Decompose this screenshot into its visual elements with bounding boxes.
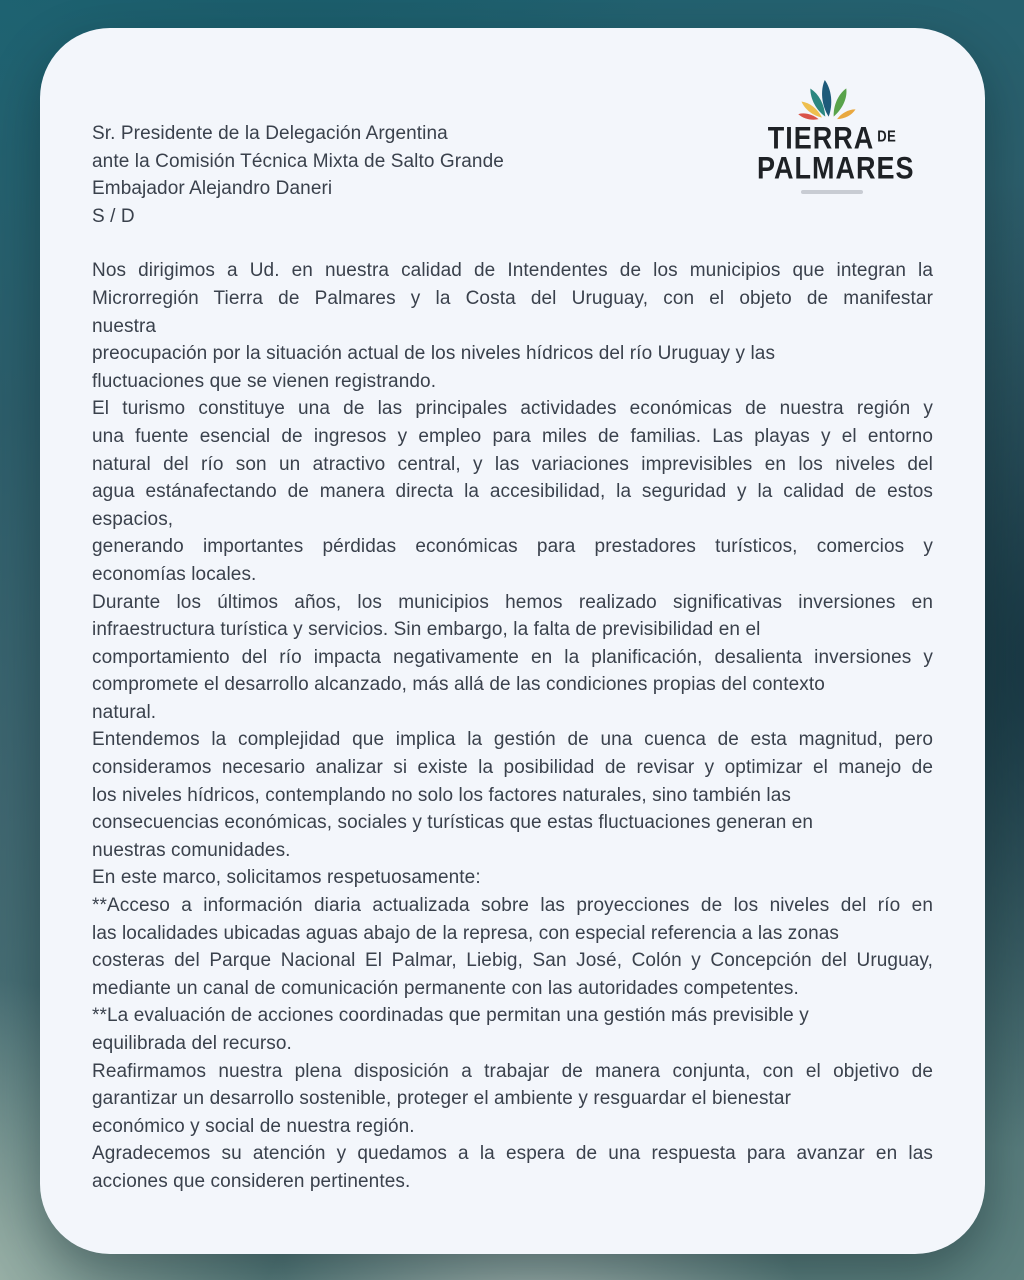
letter-line: fluctuaciones que se vienen registrando. bbox=[92, 370, 437, 392]
letter-line: consecuencias económicas, sociales y turísticas que estas fluctuaciones generan en bbox=[92, 812, 814, 834]
logo-word-de: DE bbox=[877, 127, 897, 146]
palm-leaves-icon bbox=[790, 58, 874, 120]
letter-line: economías locales. bbox=[92, 563, 257, 585]
recipient-line: Sr. Presidente de la Delegación Argentina bbox=[92, 123, 448, 144]
letter-line: El turismo constituye una de las principales actividades económicas de nuestra región y bbox=[92, 398, 933, 420]
letter-line: generando importantes pérdidas económicas para prestadores turísticos, comercios y bbox=[92, 536, 933, 558]
letter-line: nuestra bbox=[92, 315, 157, 337]
logo-tagline bbox=[801, 190, 863, 194]
recipient-line: Embajador Alejandro Daneri bbox=[92, 178, 333, 200]
letter-line: mediante un canal de comunicación permanente con las autoridades competentes. bbox=[92, 977, 799, 999]
letter-line: **La evaluación de acciones coordinadas que permitan una gestión más previsible y bbox=[92, 1005, 809, 1027]
letter-line: comportamiento del río impacta negativamente en la planificación, desalienta inversiones y bbox=[92, 646, 933, 668]
letter-line: Microrregión Tierra de Palmares y la Costa del Uruguay, con el objeto de manifestar bbox=[92, 287, 933, 309]
letter-line: infraestructura turística y servicios. Sin embargo, la falta de previsibilidad en el bbox=[92, 619, 761, 641]
letter-line: En este marco, solicitamos respetuosamente: bbox=[92, 867, 481, 889]
letter-line: compromete el desarrollo alcanzado, más allá de las condiciones propias del contexto bbox=[92, 674, 825, 696]
tierra-de-palmares-logo bbox=[757, 58, 915, 194]
logo-word-palmares: PALMARES bbox=[757, 150, 915, 186]
letter-line: espacios, bbox=[92, 508, 174, 530]
letter-line: equilibrada del recurso. bbox=[92, 1033, 292, 1054]
letter-line: preocupación por la situación actual de los niveles hídricos del río Uruguay y las bbox=[92, 343, 776, 365]
logo-title-line2 bbox=[757, 150, 915, 186]
letter-line: consideramos necesario analizar si existe la posibilidad de revisar y optimizar el manejo de bbox=[92, 757, 933, 779]
letter-card bbox=[40, 28, 985, 1254]
letter-line: **Acceso a información diaria actualizada sobre las proyecciones de los niveles del río en bbox=[92, 895, 933, 917]
letter-line: natural del río son un atractivo central, y las variaciones imprevisibles en los niveles del bbox=[92, 453, 933, 475]
letter-line: Nos dirigimos a Ud. en nuestra calidad de Intendentes de los municipios que integran la bbox=[92, 260, 933, 282]
recipient-line: S / D bbox=[92, 205, 135, 227]
letter-line: Durante los últimos años, los municipios hemos realizado significativas inversiones en bbox=[92, 591, 933, 613]
letter-line: Agradecemos su atención y quedamos a la espera de una respuesta para avanzar en las bbox=[92, 1143, 933, 1165]
letter-line: natural. bbox=[92, 701, 157, 723]
letter-body bbox=[92, 257, 933, 1195]
letter-line: económico y social de nuestra región. bbox=[92, 1115, 415, 1137]
letter-line: Entendemos la complejidad que implica la gestión de una cuenca de esta magnitud, pero bbox=[92, 729, 933, 751]
letter-line: garantizar un desarrollo sostenible, proteger el ambiente y resguardar el bienestar bbox=[92, 1088, 792, 1110]
letter-line: las localidades ubicadas aguas abajo de la represa, con especial referencia a las zonas bbox=[92, 922, 839, 944]
letter-line: los niveles hídricos, contemplando no solo los factores naturales, sino también las bbox=[92, 784, 792, 806]
letter-line: agua estánafectando de manera directa la accesibilidad, la seguridad y la calidad de estos bbox=[92, 481, 933, 503]
logo-word-tierra: TIERRA bbox=[767, 120, 875, 156]
letter-line: nuestras comunidades. bbox=[92, 839, 291, 861]
letter-line: costeras del Parque Nacional El Palmar, Liebig, San José, Colón y Concepción del Uruguay, bbox=[92, 950, 933, 972]
letter-line: Reafirmamos nuestra plena disposición a trabajar de manera conjunta, con el objetivo de bbox=[92, 1060, 933, 1082]
letter-line: acciones que consideren pertinentes. bbox=[92, 1170, 411, 1192]
letter-line: una fuente esencial de ingresos y empleo para miles de familias. Las playas y el entorno bbox=[92, 425, 933, 447]
recipient-line: ante la Comisión Técnica Mixta de Salto Grande bbox=[92, 150, 504, 172]
